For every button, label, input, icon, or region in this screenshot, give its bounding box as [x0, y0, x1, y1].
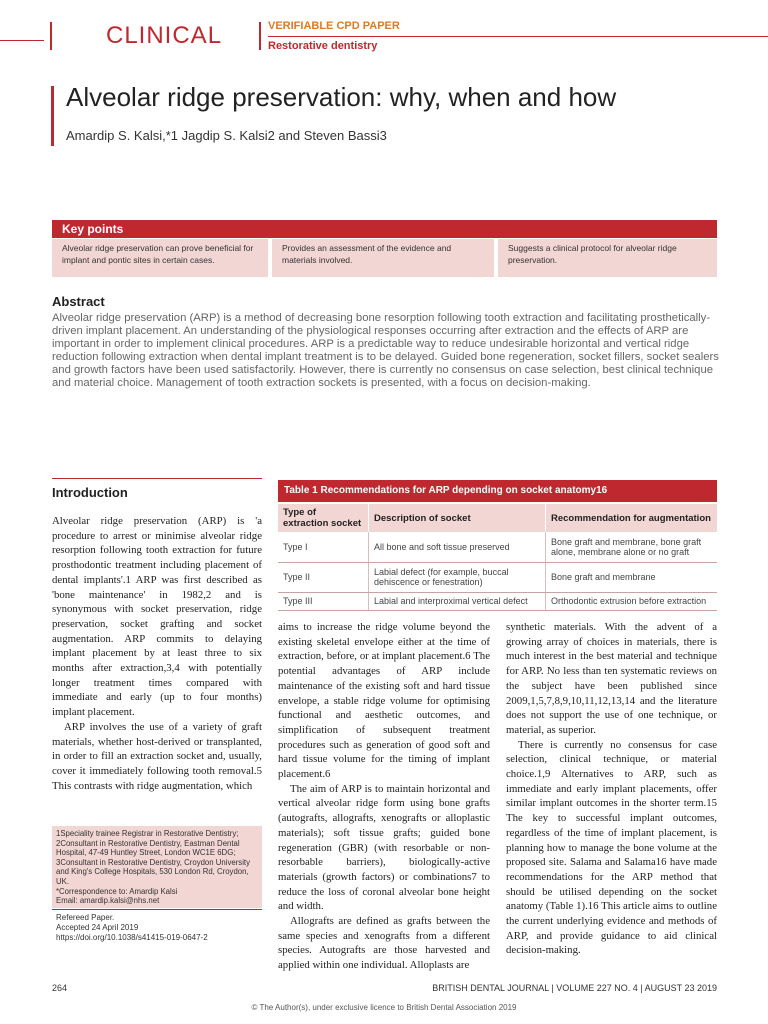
- correspondence-line: *Correspondence to: Amardip Kalsi: [56, 886, 178, 896]
- col2-para-3: Allografts are defined as grafts between the same species and xenografts from a different species. Autografts are those harvested and applied within one individual. Alloplasts are: [278, 915, 490, 972]
- abstract-heading: Abstract: [52, 294, 105, 309]
- table-cell: Type I: [278, 532, 369, 562]
- affiliation-line: 3Consultant in Restorative Dentistry, Croydon University and King's College Hospitals, 530 London Rd, Croydon, UK.: [56, 857, 250, 886]
- col3-para-2: There is currently no consensus for case selection, clinical technique, or material choice.1,9 Alternatives to ARP, such as immediate and early implant placements, offer similar implant outcomes in the shorter term.15 The key to successful implant outcomes, regardless of the time of implant placement, is planning how to manage the bone volume at the proposed site. Salama and Salama16 have made recommendations for the ARP method that should be utilised depending on the socket anatomy (Table 1).16 This article aims to outline the current underlying evidence and methods of ARP, and provide guidance to aid clinical decision-making.: [506, 738, 717, 957]
- intro-rule: [52, 478, 262, 479]
- cpd-label: VERIFIABLE CPD PAPER: [268, 20, 400, 32]
- email-line: Email: amardip.kalsi@nhs.net: [56, 896, 160, 906]
- col1-para-1: Alveolar ridge preservation (ARP) is 'a procedure to arrest or minimise alveolar ridge resorption following tooth extraction for future prosthodontic treatment including placement of dental implants'.1 ARP was first described as 'bone maintenance' in 1982,2 and is synonymous with socket preservation, ridge preservation, socket grafting and socket augmentation. ARP commits to delaying implant placement by at least three to six months after extraction,3,4 with potentially longer treatment times compared with immediate and early (up to four months) implant placement.: [52, 515, 262, 719]
- article-authors: Amardip S. Kalsi,*1 Jagdip S. Kalsi2 and Steven Bassi3: [66, 128, 387, 143]
- body-column-1: [52, 514, 262, 793]
- body-column-3: [506, 620, 717, 958]
- body-column-2: [278, 620, 490, 973]
- accepted-date: Accepted 24 April 2019: [56, 923, 139, 932]
- table-cell: Orthodontic extrusion before extraction: [546, 592, 718, 610]
- header-rule-right: [268, 36, 768, 37]
- key-point-1: Alveolar ridge preservation can prove beneficial for implant and pontic sites in certain cases.: [52, 239, 268, 277]
- table-cell: Bone graft and membrane, bone graft alone, membrane alone or no graft: [546, 532, 718, 562]
- journal-info: BRITISH DENTAL JOURNAL | VOLUME 227 NO. 4 | AUGUST 23 2019: [432, 983, 717, 993]
- header-rule-left: [0, 40, 44, 41]
- table1-title: Table 1 Recommendations for ARP depending on socket anatomy16: [278, 480, 717, 502]
- table-cell: Labial defect (for example, buccal dehiscence or fenestration): [369, 562, 546, 592]
- table-cell: Bone graft and membrane: [546, 562, 718, 592]
- col1-para-2: ARP involves the use of a variety of graft materials, whether host-derived or transplanted, in order to fill an extraction socket and, usually, cover it immediately following tooth removal.5 This contrasts with ridge augmentation, which: [52, 720, 262, 792]
- copyright: © The Author(s), under exclusive licence to British Dental Association 2019: [251, 1003, 517, 1012]
- doi-link[interactable]: https://doi.org/10.1038/s41415-019-0647-2: [56, 933, 208, 942]
- table-row: [278, 532, 717, 562]
- table-cell: Type II: [278, 562, 369, 592]
- table-row: [278, 562, 717, 592]
- abstract-text: Alveolar ridge preservation (ARP) is a method of decreasing bone resorption following tooth extraction and facilitating prosthetically-driven implant placement. An understanding of the physiological responses occurring after extraction and the effects of ARP are important in order to implement clinical procedures. ARP is a predictable way to reduce undesirable horizontal and vertical ridge reduction following extraction when dental implant treatment is to be delayed. Guided bone regeneration, socket fillers, socket sealers and growth factors have been used satisfactorily. However, there is currently no consensus on case selection, best clinical technique and material choice. Management of tooth extraction sockets is presented, with a focus on decision-making.: [52, 312, 719, 389]
- key-points-heading: Key points: [52, 220, 717, 238]
- table-cell: Type III: [278, 592, 369, 610]
- article-title: Alveolar ridge preservation: why, when and how: [66, 82, 617, 112]
- table1-header: Description of socket: [369, 504, 546, 532]
- table1-header: Type of extraction socket: [278, 504, 369, 532]
- key-point-2: Provides an assessment of the evidence and materials involved.: [272, 239, 494, 277]
- affiliations-box: [52, 826, 262, 908]
- col2-para-1: aims to increase the ridge volume beyond the existing skeletal envelope either at the time of extraction, before, or at implant placement.6 The potential advantages of ARP include maintenance of the existing soft and hard tissue envelope, a stable ridge volume for optimising functional and aesthetic outcomes, and simplification of subsequent treatment procedures such as generation of good soft and hard tissue volume for the timing of implant placement.6: [278, 621, 490, 781]
- col2-para-2: The aim of ARP is to maintain horizontal and vertical alveolar ridge form using bone grafts (autografts, allografts, xenografts or alloplastic materials); soft tissue grafts; guided bone regeneration (GBR) (with resorbable or non-resorbable barriers), biologically-active materials (growth factors) or combinations7 to reduce the loss of coronal alveolar bone height and width.: [278, 782, 490, 913]
- subject-label: Restorative dentistry: [268, 40, 378, 52]
- table1-header: Recommendation for augmentation: [546, 504, 718, 532]
- refereed-label: Refereed Paper.: [56, 913, 115, 922]
- table-cell: All bone and soft tissue preserved: [369, 532, 546, 562]
- affiliation-line: 1Speciality trainee Registrar in Restorative Dentistry;: [56, 829, 239, 838]
- page-number: 264: [52, 983, 68, 993]
- intro-heading: Introduction: [52, 485, 128, 500]
- table-cell: Labial and interproximal vertical defect: [369, 592, 546, 610]
- header-bar-left: [50, 22, 52, 50]
- title-bar: [51, 86, 54, 146]
- key-point-3: Suggests a clinical protocol for alveolar ridge preservation.: [498, 239, 717, 277]
- table-row: [278, 592, 717, 610]
- col3-para-1: synthetic materials. With the advent of a growing array of choices in materials, there is much interest in the best material and technique for ARP. No less than ten systematic reviews on the subject have been published since 2009,1,5,7,8,9,10,11,12,13,14 and the literature does not support the use of one technique, or material, as superior.: [506, 621, 717, 736]
- refereed-box: [52, 909, 262, 946]
- header-bar-right: [259, 22, 261, 50]
- affiliation-line: 2Consultant in Restorative Dentistry, Eastman Dental Hospital, 47-49 Huntley Street, London WC1E 6DG;: [56, 838, 240, 858]
- table1: [278, 504, 717, 611]
- section-title: CLINICAL: [106, 22, 223, 49]
